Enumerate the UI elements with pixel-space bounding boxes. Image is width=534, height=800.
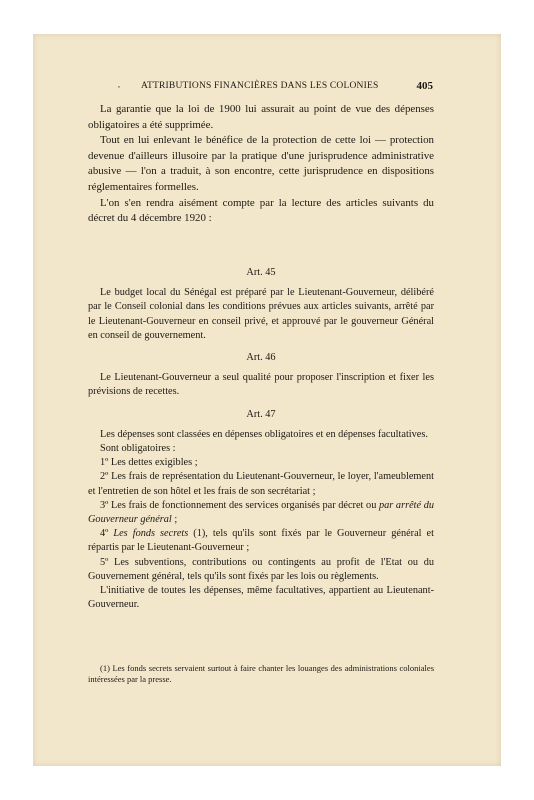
item-number: 5º	[100, 556, 109, 568]
article-text: Le Lieutenant-Gouverneur a seul qualité pour proposer l'inscription et fixer les prévisions de recettes.	[88, 372, 434, 398]
item-text: (1), tels qu'ils sont fixés par le Gouverneur général et répartis par le Lieutenant-Gouverneur ;	[88, 528, 434, 554]
article-closing: L'initiative de toutes les dépenses, même facultatives, appartient au Lieutenant-Gouverneur.	[88, 585, 434, 611]
item-text-italic: Les fonds secrets	[113, 528, 189, 540]
paragraph: La garantie que la loi de 1900 lui assurait au point de vue des dépenses obligatoires a été supprimée.	[88, 103, 434, 131]
decree-articles	[88, 267, 435, 612]
paragraph: L'on s'en rendra aisément compte par la lecture des articles suivants du décret du 4 décembre 1920 :	[88, 196, 434, 225]
item-number: 3º	[100, 499, 109, 511]
footnote: (1) Les fonds secrets servaient surtout à faire chanter les louanges des administrations coloniales intéressées par la presse.	[88, 663, 434, 685]
header-mark: ,	[118, 80, 120, 89]
article-heading: Art. 46	[246, 352, 276, 364]
article-intro: Les dépenses sont classées en dépenses obligatoires et en dépenses facultatives.	[100, 428, 428, 440]
item-text: ;	[174, 514, 178, 526]
item-number: 4º	[100, 528, 109, 540]
item-text-italic: par arrêté du Gouverneur général	[88, 499, 435, 526]
item-text: Les frais de fonctionnement des services organisés par décret ou	[110, 499, 377, 511]
article-subheading: Sont obligatoires :	[100, 443, 176, 455]
item-number: 2º	[100, 471, 109, 483]
item-number: 1º	[100, 457, 109, 469]
page-number: 405	[416, 80, 433, 92]
article-heading: Art. 45	[246, 267, 276, 278]
list-item	[88, 470, 434, 498]
list-item	[88, 556, 434, 584]
article-heading: Art. 47	[246, 408, 276, 420]
item-text: Les dettes exigibles ;	[110, 457, 198, 469]
list-item	[88, 499, 434, 527]
running-header	[33, 81, 501, 95]
list-item	[88, 456, 434, 470]
item-text: Les frais de représentation du Lieutenant-Gouverneur, le loyer, l'ameublement et l'entretien de son hôtel et les frais de son secrétariat ;	[88, 471, 434, 497]
paragraph: Tout en lui enlevant le bénéfice de la protection de cette loi — protection devenue d'ailleurs illusoire par la pratique d'une jurisprudence administrative abusive — l'on a traduit, à son encontre, cette jurisprudence en dispositions réglementaires formelles.	[88, 134, 434, 193]
header-title: ATTRIBUTIONS FINANCIÈRES DANS LES COLONIES	[141, 81, 379, 91]
item-text: Les subventions, contributions ou contingents au profit de l'Etat ou du Gouvernement général, tels qu'ils sont fixés par les lois ou règlements.	[88, 556, 434, 582]
list-item	[88, 527, 434, 555]
article-text: Le budget local du Sénégal est préparé par le Lieutenant-Gouverneur, délibéré par le Conseil colonial dans les conditions prévues aux articles suivants, arrêté par le Lieutenant-Gouverneur en conseil privé, et approuvé par le gouverneur Général en conseil de gouvernement.	[88, 287, 434, 341]
main-text	[88, 102, 434, 227]
